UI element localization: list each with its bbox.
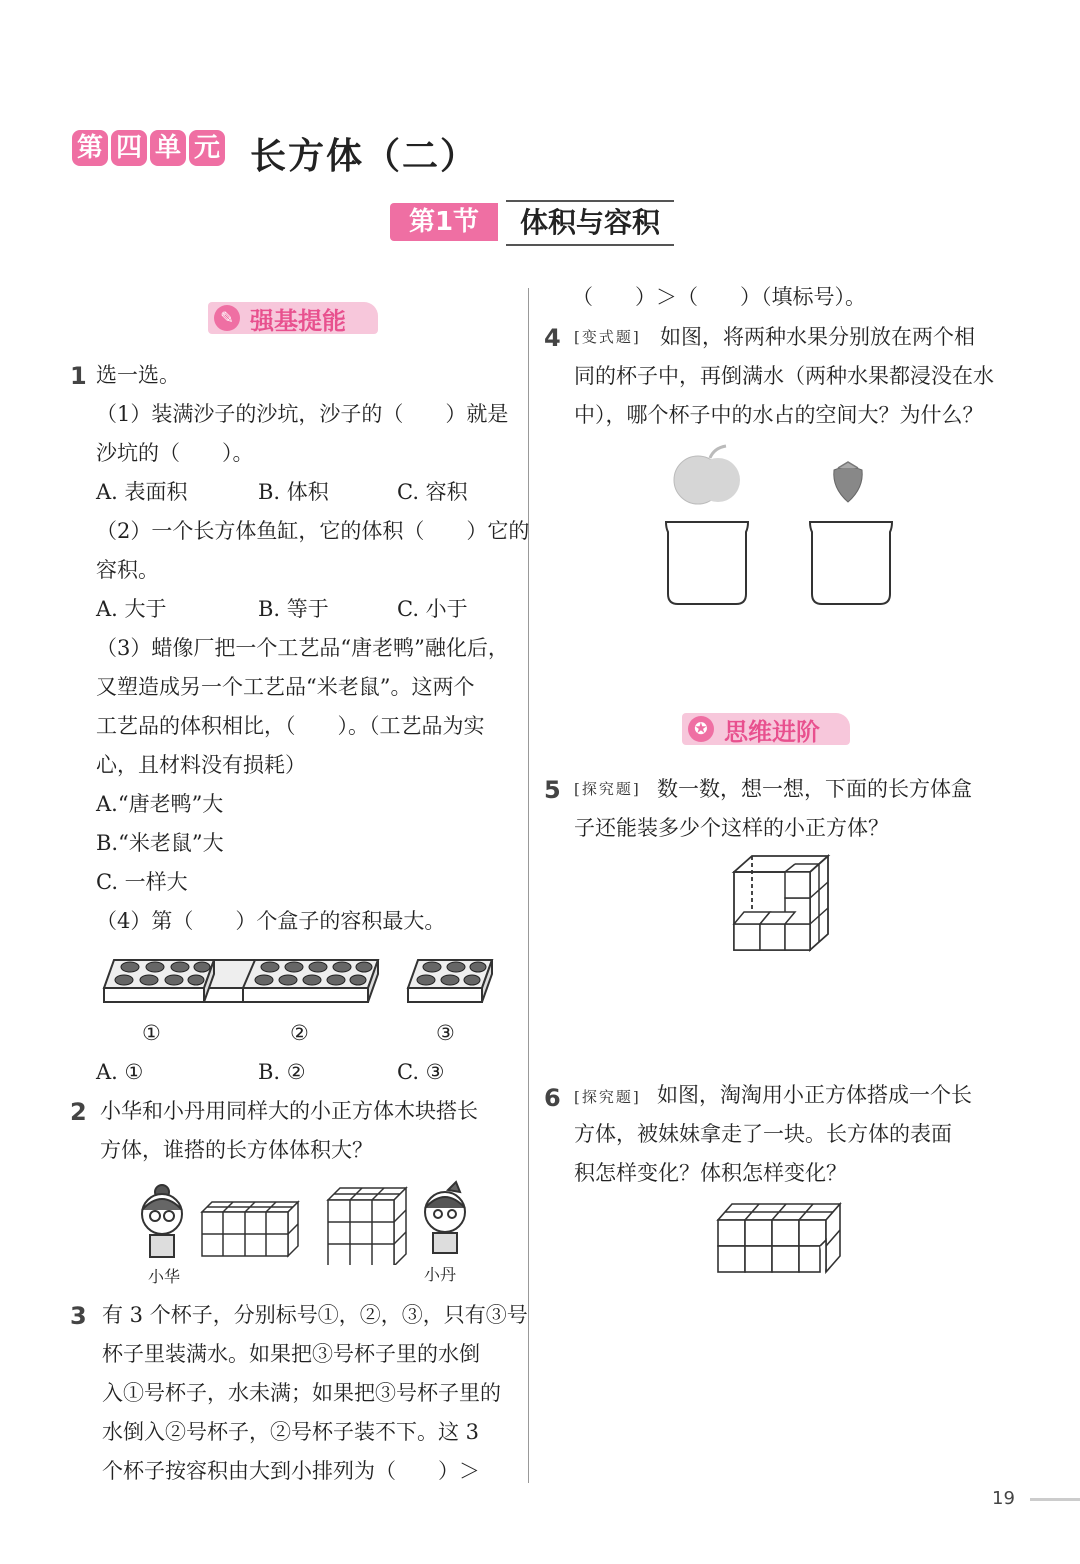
q5-line: 数一数，想一想，下面的长方体盒 [657, 777, 972, 801]
q1-p4-line: （4）第（ ）个盒子的容积最大。 [96, 909, 446, 933]
unit-badge-char: 元 [189, 130, 225, 166]
advanced-label [682, 713, 850, 745]
question-tag: [变式题] [574, 328, 641, 346]
q3-line: 入①号杯子，水未满；如果把③号杯子里的 [102, 1381, 501, 1405]
q5-line: 子还能装多少个这样的小正方体？ [574, 816, 889, 840]
unit-badge [72, 130, 225, 166]
box-label: ② [290, 1021, 309, 1045]
q1-option: A. 大于 [96, 597, 167, 621]
q1-option: A.“唐老鸭”大 [96, 792, 224, 816]
q1-option: C. 一样大 [96, 870, 188, 894]
question-number: 5 [544, 776, 561, 804]
question-number: 4 [544, 324, 561, 352]
q1-p3-line: 心，且材料没有损耗） [96, 753, 306, 777]
q1-p1-line: （1）装满沙子的沙坑，沙子的（ ）就是 [96, 402, 509, 426]
q1-p2-line: （2）一个长方体鱼缸，它的体积（ ）它的 [96, 519, 530, 543]
q4-illustration [660, 440, 910, 610]
medal-icon: ✪ [688, 716, 714, 742]
q3-line: 有 3 个杯子，分别标号①，②，③，只有③号 [102, 1303, 528, 1327]
q1-option: B. ② [258, 1060, 306, 1084]
q3-line: 个杯子按容积由大到小排列为（ ）＞ [102, 1459, 480, 1483]
q2-illustration [130, 1180, 480, 1265]
q4-line: 中），哪个杯子中的水占的空间大？为什么？ [574, 403, 984, 427]
q1-p3-line: 又塑造成另一个工艺品“米老鼠”。这两个 [96, 675, 475, 699]
cuboid-b [328, 1188, 406, 1265]
unit-badge-char: 四 [111, 130, 147, 166]
q3-line: （ ）＞（ ）（填标号）。 [572, 285, 866, 309]
basic-label-text: 强基提能 [250, 306, 346, 335]
cuboid-a [202, 1202, 298, 1256]
page-number: 19 [992, 1488, 1015, 1509]
unit-badge-char: 第 [72, 130, 108, 166]
boxes-illustration-detail [100, 950, 500, 1010]
question-tag: [探究题] [574, 780, 641, 798]
question-tag: [探究题] [574, 1088, 641, 1106]
apple-icon [674, 446, 740, 504]
q1-p3-line: （3）蜡像厂把一个工艺品“唐老鸭”融化后， [96, 636, 509, 660]
q1-option: C. 小于 [397, 597, 468, 621]
q6-line: 如图，淘淘用小正方体搭成一个长 [657, 1083, 972, 1107]
girl-a-figure [142, 1185, 182, 1257]
q1-p2-line: 容积。 [96, 558, 159, 582]
q1-option: B. 体积 [258, 480, 329, 504]
q1-stem: 选一选。 [96, 363, 180, 387]
q1-option: C. ③ [397, 1060, 445, 1084]
page-number-rule [1030, 1498, 1080, 1501]
question-number: 6 [544, 1084, 561, 1112]
girl-b-figure [425, 1182, 465, 1253]
unit-title: 长方体（二） [250, 136, 479, 177]
column-divider [528, 288, 529, 1483]
advanced-label-text: 思维进阶 [724, 717, 820, 746]
name-label-xiaohua: 小华 [148, 1267, 181, 1286]
q6-line: 方体，被妹妹拿走了一块。长方体的表面 [574, 1122, 952, 1146]
basic-label [208, 302, 378, 334]
q6-line: 积怎样变化？体积怎样变化？ [574, 1161, 847, 1185]
q2-line: 小华和小丹用同样大的小正方体木块搭长 [100, 1099, 478, 1123]
q1-option: A. 表面积 [96, 480, 188, 504]
q5-box-illustration [726, 850, 836, 956]
name-label-xiaodan: 小丹 [424, 1265, 457, 1284]
q4-line: 同的杯子中，再倒满水（两种水果都浸没在水 [574, 364, 994, 388]
q3-line: 水倒入②号杯子，②号杯子装不下。这 3 [102, 1420, 480, 1444]
q1-option: C. 容积 [397, 480, 468, 504]
unit-badge-char: 单 [150, 130, 186, 166]
q1-p1-line: 沙坑的（ ）。 [96, 441, 254, 465]
q1-option: B.“米老鼠”大 [96, 831, 224, 855]
q3-line: 杯子里装满水。如果把③号杯子里的水倒 [102, 1342, 480, 1366]
question-number: 1 [70, 362, 87, 390]
box-label: ③ [436, 1021, 455, 1045]
section-title: 体积与容积 [506, 200, 674, 246]
strawberry-icon [834, 462, 862, 502]
q1-option: B. 等于 [258, 597, 329, 621]
question-number: 3 [70, 1302, 87, 1330]
q6-cuboid-illustration [714, 1196, 846, 1280]
q1-option: A. ① [96, 1060, 144, 1084]
cup-left-icon [666, 522, 748, 604]
section-badge: 第1节 [390, 203, 498, 241]
box-label: ① [142, 1021, 161, 1045]
q2-line: 方体，谁搭的长方体体积大？ [100, 1138, 373, 1162]
cup-right-icon [810, 522, 892, 604]
question-number: 2 [70, 1098, 87, 1126]
q4-line: 如图，将两种水果分别放在两个相 [660, 325, 975, 349]
pencil-icon: ✎ [214, 305, 240, 331]
q1-p3-line: 工艺品的体积相比，（ ）。（工艺品为实 [96, 714, 485, 738]
